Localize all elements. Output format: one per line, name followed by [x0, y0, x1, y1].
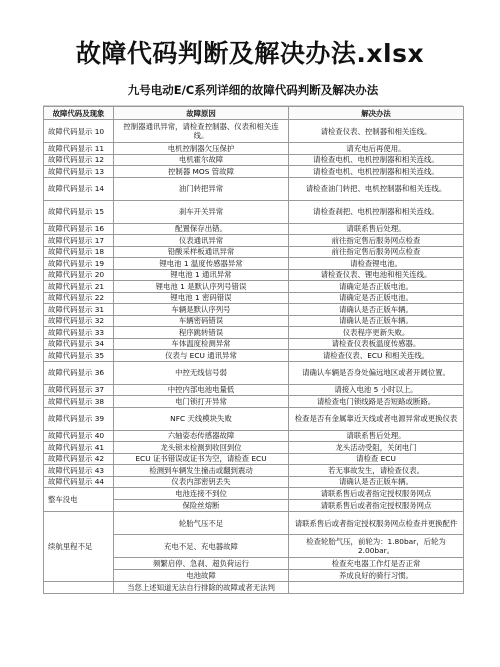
table-body [44, 120, 464, 594]
code-cell: 故障代码显示 34 [44, 338, 114, 350]
solution-cell: 请联系售后处理。 [289, 430, 464, 442]
solution-cell: 检查是否有金属靠近天线或者电源异常或更换仪表 [289, 407, 464, 430]
table-row [44, 258, 464, 270]
code-cell: 故障代码显示 18 [44, 246, 114, 258]
cause-cell: 控制器通讯异常，请检查控制器、仪表和相关连线。 [114, 120, 289, 143]
code-cell: 故障代码显示 41 [44, 442, 114, 454]
spreadsheet [43, 76, 463, 594]
solution-cell: 前往指定售后服务网点检查 [289, 246, 464, 258]
code-cell: 故障代码显示 39 [44, 407, 114, 430]
table-row [44, 350, 464, 362]
solution-cell: 请检查仪表板温度传感器。 [289, 338, 464, 350]
cause-cell: 电池故障 [114, 570, 289, 582]
code-cell: 故障代码显示 21 [44, 281, 114, 293]
code-cell: 故障代码显示 40 [44, 430, 114, 442]
cause-cell: 车体温度检测异常 [114, 338, 289, 350]
table-row [44, 384, 464, 396]
table-row [44, 223, 464, 235]
fault-code-table [43, 106, 464, 594]
header-solution: 解决办法 [289, 107, 464, 120]
solution-cell: 检查充电器工作灯是否正常 [289, 558, 464, 570]
sheet-title: 九号电动E/C系列详细的故障代码判断及解决办法 [43, 76, 463, 106]
code-cell: 故障代码显示 33 [44, 327, 114, 339]
group-label-cell: 整车没电 [44, 488, 114, 512]
cause-cell: 仪表与 ECU 通讯异常 [114, 350, 289, 362]
table-row [44, 177, 464, 200]
table-row [44, 512, 464, 535]
solution-cell: 请接入电池 5 小时以上。 [289, 384, 464, 396]
cause-cell: 电机控制器欠压保护 [114, 143, 289, 155]
code-cell: 故障代码显示 32 [44, 315, 114, 327]
table-row [44, 361, 464, 384]
cause-cell: 电门锁打开异常 [114, 396, 289, 408]
solution-cell: 养成良好的骑行习惯。 [289, 570, 464, 582]
code-cell: 故障代码显示 10 [44, 120, 114, 143]
table-row [44, 235, 464, 247]
code-cell: 故障代码显示 14 [44, 177, 114, 200]
solution-cell: 请检查油门转把、电机控制器和相关连线。 [289, 177, 464, 200]
code-cell: 故障代码显示 20 [44, 269, 114, 281]
table-row [44, 338, 464, 350]
solution-cell: 若无事故发生，请检查仪表。 [289, 465, 464, 477]
table-row [44, 304, 464, 316]
solution-cell: 请检查仪表、ECU 和相关连线。 [289, 350, 464, 362]
cause-cell: 中控无线信号弱 [114, 361, 289, 384]
cause-cell: 锂电池 1 密码错误 [114, 292, 289, 304]
code-cell: 故障代码显示 35 [44, 350, 114, 362]
table-row [44, 166, 464, 178]
solution-cell: 请充电后再使用。 [289, 143, 464, 155]
solution-cell: 请检查仪表、控制器和相关连线。 [289, 120, 464, 143]
solution-cell: 仪表程序更新失败。 [289, 327, 464, 339]
solution-cell: 请检查电门锁线路是否短路或断路。 [289, 396, 464, 408]
code-cell: 故障代码显示 13 [44, 166, 114, 178]
cause-cell: 锂电池 1 通讯异常 [114, 269, 289, 281]
code-cell: 故障代码显示 42 [44, 453, 114, 465]
cause-cell: 龙头锁未检测到收回到位 [114, 442, 289, 454]
cause-cell: 油门转把异常 [114, 177, 289, 200]
header-cause: 故障原因 [114, 107, 289, 120]
table-row [44, 143, 464, 155]
table-row [44, 292, 464, 304]
solution-cell: 请联系售后处理。 [289, 223, 464, 235]
solution-cell: 请确认车辆是否身处偏远地区或者开阔位置。 [289, 361, 464, 384]
cause-cell: 控制器 MOS 管故障 [114, 166, 289, 178]
table-row [44, 120, 464, 143]
solution-cell: 请确认是否正版车辆。 [289, 476, 464, 488]
solution-cell [289, 582, 464, 594]
cause-cell: 仪表内部密钥丢失 [114, 476, 289, 488]
table-row [44, 396, 464, 408]
code-cell: 故障代码显示 43 [44, 465, 114, 477]
solution-cell: 请检查电机、电机控制器和相关连线。 [289, 166, 464, 178]
solution-cell: 请联系售后或者指定授权服务网点检查并更换配件 [289, 512, 464, 535]
solution-cell: 请确认是否正版车辆。 [289, 304, 464, 316]
code-cell: 故障代码显示 44 [44, 476, 114, 488]
table-row [44, 154, 464, 166]
solution-cell: 请检查 ECU [289, 453, 464, 465]
cause-cell: 锂电池 1 是默认序列号错误 [114, 281, 289, 293]
cause-cell: 车辆密码错误 [114, 315, 289, 327]
solution-cell: 请检查电机、电机控制器和相关连线。 [289, 154, 464, 166]
header-code: 故障代码及现象 [44, 107, 114, 120]
cause-cell: 频繁启停、急刹、超负荷运行 [114, 558, 289, 570]
table-row [44, 200, 464, 223]
cause-cell: 配置保存出错。 [114, 223, 289, 235]
table-row [44, 315, 464, 327]
code-cell: 故障代码显示 15 [44, 200, 114, 223]
code-cell: 故障代码显示 12 [44, 154, 114, 166]
table-row [44, 327, 464, 339]
solution-cell: 请联系售后或者指定授权服务网点 [289, 488, 464, 500]
table-row [44, 488, 464, 500]
cause-cell: 六轴姿态传感器故障 [114, 430, 289, 442]
group-label-cell: 续航里程不足 [44, 512, 114, 582]
cause-cell: 程序跳转错误 [114, 327, 289, 339]
header-row [44, 107, 464, 120]
code-cell: 故障代码显示 37 [44, 384, 114, 396]
cause-cell: 检测到车辆发生撞击或翻到震动 [114, 465, 289, 477]
code-cell: 故障代码显示 17 [44, 235, 114, 247]
code-cell: 故障代码显示 38 [44, 396, 114, 408]
table-row [44, 465, 464, 477]
table-row [44, 476, 464, 488]
solution-cell: 前往指定售后服务网点检查 [289, 235, 464, 247]
solution-cell: 检查轮胎气压，前轮为：1.80bar，后轮为 2.00bar。 [289, 535, 464, 558]
cause-cell: ECU 证书错误或证书为空，请检查 ECU [114, 453, 289, 465]
cause-cell: 车辆是默认序列号 [114, 304, 289, 316]
solution-cell: 请确定是否正版电池。 [289, 281, 464, 293]
code-cell: 故障代码显示 19 [44, 258, 114, 270]
group-label-cell [44, 582, 114, 594]
cause-cell: 仪表通讯异常 [114, 235, 289, 247]
table-row [44, 442, 464, 454]
cause-cell: 保险丝熔断 [114, 500, 289, 512]
solution-cell: 请确定是否正版电池。 [289, 292, 464, 304]
table-row [44, 453, 464, 465]
code-cell: 故障代码显示 22 [44, 292, 114, 304]
cause-cell: NFC 天线模块失败 [114, 407, 289, 430]
solution-cell: 请检查刹把、电机控制器和相关连线。 [289, 200, 464, 223]
solution-cell: 请确认是否正版车辆。 [289, 315, 464, 327]
table-row [44, 269, 464, 281]
cause-cell: 轮胎气压不足 [114, 512, 289, 535]
solution-cell: 龙头活动受阻，关闭电门 [289, 442, 464, 454]
code-cell: 故障代码显示 11 [44, 143, 114, 155]
cause-cell: 刹车开关异常 [114, 200, 289, 223]
code-cell: 故障代码显示 16 [44, 223, 114, 235]
table-row [44, 582, 464, 594]
table-row [44, 407, 464, 430]
cause-cell: 充电不足、充电器故障 [114, 535, 289, 558]
document-title: 故障代码判断及解决办法.xlsx [75, 39, 425, 68]
table-row [44, 246, 464, 258]
cause-cell: 中控内部电池电量低 [114, 384, 289, 396]
cause-cell: 铅酸采样板通讯异常 [114, 246, 289, 258]
cause-cell: 当您上述知道无法自行排除的故障或者无法判 [114, 582, 289, 594]
cause-cell: 电池连接不到位 [114, 488, 289, 500]
solution-cell: 请联系售后或者指定授权服务网点 [289, 500, 464, 512]
solution-cell: 请检查锂电池。 [289, 258, 464, 270]
code-cell: 故障代码显示 36 [44, 361, 114, 384]
solution-cell: 请检查仪表、锂电池和相关连线。 [289, 269, 464, 281]
cause-cell: 锂电池 1 温度传感器异常 [114, 258, 289, 270]
code-cell: 故障代码显示 31 [44, 304, 114, 316]
table-row [44, 281, 464, 293]
cause-cell: 电机霍尔故障 [114, 154, 289, 166]
table-row [44, 430, 464, 442]
